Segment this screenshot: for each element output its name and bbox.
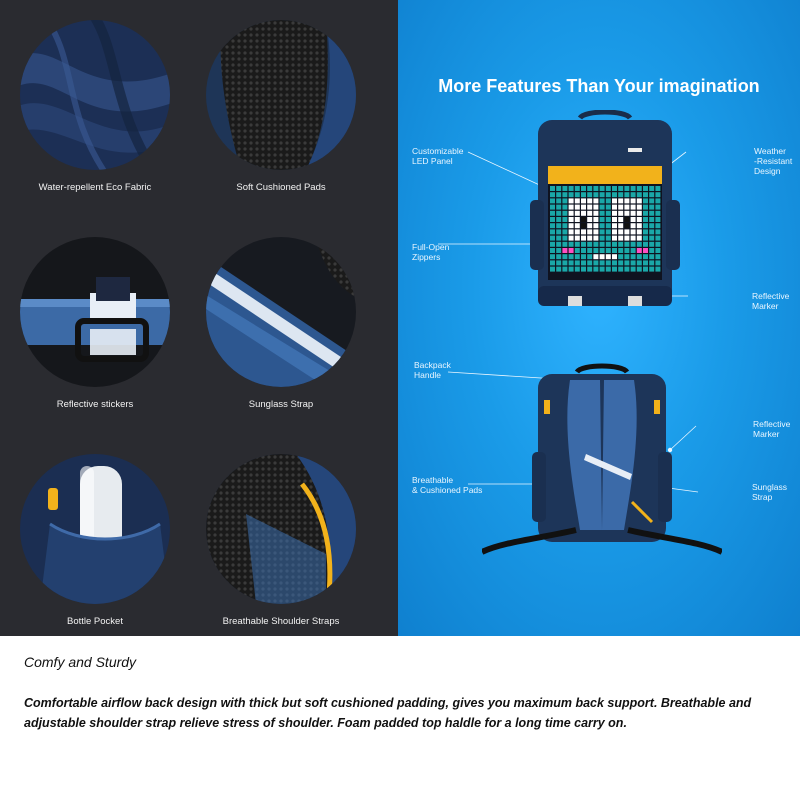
- led-pixel: [600, 229, 605, 234]
- led-pixel: [581, 198, 586, 203]
- led-pixel: [618, 229, 623, 234]
- led-pixel: [618, 211, 623, 216]
- led-pixel: [655, 198, 660, 203]
- feature-caption: Reflective stickers: [56, 399, 134, 410]
- led-pixel: [587, 217, 592, 222]
- led-pixel: [562, 242, 567, 247]
- feature-shoulder-straps: [186, 442, 376, 654]
- led-pixel: [643, 192, 648, 197]
- led-pixel: [550, 186, 555, 191]
- led-pixel: [643, 242, 648, 247]
- feature-caption: Bottle Pocket: [67, 616, 123, 627]
- led-pixel: [575, 248, 580, 253]
- led-pixel: [562, 229, 567, 234]
- led-pixel: [575, 186, 580, 191]
- led-pixel: [575, 260, 580, 265]
- led-pixel: [581, 223, 586, 228]
- led-pixel: [587, 186, 592, 191]
- led-pixel: [587, 223, 592, 228]
- callout-full-open-zippers: Full-Open Zippers: [412, 242, 450, 262]
- led-pixel: [587, 205, 592, 210]
- led-pixel: [649, 217, 654, 222]
- fabric-closeup-icon: [20, 20, 170, 170]
- led-pixel: [655, 186, 660, 191]
- led-pixel: [643, 211, 648, 216]
- led-pixel: [587, 242, 592, 247]
- feature-caption: Soft Cushioned Pads: [236, 182, 326, 193]
- led-pixel: [606, 267, 611, 272]
- led-pixel: [600, 236, 605, 241]
- led-pixel: [606, 229, 611, 234]
- led-pixel: [562, 192, 567, 197]
- led-pixel: [618, 260, 623, 265]
- led-pixel: [575, 254, 580, 259]
- callout-weather-resistant: Weather -Resistant Design: [754, 146, 793, 176]
- led-pixel: [612, 217, 617, 222]
- callout-backpack-handle: Backpack Handle: [414, 360, 451, 380]
- led-pixel: [606, 205, 611, 210]
- feature-caption: Sunglass Strap: [248, 399, 314, 410]
- led-pixel: [631, 236, 636, 241]
- led-pixel: [550, 242, 555, 247]
- led-pixel: [624, 242, 629, 247]
- led-pixel: [569, 242, 574, 247]
- led-pixel: [581, 254, 586, 259]
- led-pixel: [624, 186, 629, 191]
- led-pixel: [643, 236, 648, 241]
- led-pixel: [643, 217, 648, 222]
- led-pixel: [618, 192, 623, 197]
- reflective-strap-closeup-icon: [206, 237, 356, 387]
- led-pixel: [581, 242, 586, 247]
- feature-caption: Water-repellent Eco Fabric: [38, 182, 152, 193]
- led-pixel: [612, 205, 617, 210]
- led-pixel: [593, 236, 598, 241]
- led-pixel: [631, 260, 636, 265]
- section-subtitle: Comfy and Sturdy: [24, 654, 137, 670]
- led-pixel: [556, 186, 561, 191]
- led-pixel: [556, 198, 561, 203]
- feature-sunglass-strap: [186, 225, 376, 437]
- led-pixel: [631, 192, 636, 197]
- led-pixel: [593, 223, 598, 228]
- led-pixel: [593, 260, 598, 265]
- led-pixel: [562, 198, 567, 203]
- led-pixel: [581, 211, 586, 216]
- led-pixel: [631, 254, 636, 259]
- led-pixel: [587, 254, 592, 259]
- feature-reflective-stickers: [0, 225, 190, 437]
- led-pixel: [556, 242, 561, 247]
- diagram-headline: More Features Than Your imagination: [438, 76, 760, 96]
- led-pixel: [643, 229, 648, 234]
- led-pixel: [637, 198, 642, 203]
- led-pixel: [593, 254, 598, 259]
- led-pixel: [618, 198, 623, 203]
- led-pixel: [587, 192, 592, 197]
- led-pixel: [649, 223, 654, 228]
- led-pixel: [631, 229, 636, 234]
- led-pixel: [624, 267, 629, 272]
- led-pixel: [593, 229, 598, 234]
- led-pixel: [631, 205, 636, 210]
- led-pixel: [600, 217, 605, 222]
- led-pixel: [550, 260, 555, 265]
- led-pixel: [612, 260, 617, 265]
- led-pixel: [612, 242, 617, 247]
- led-pixel: [655, 192, 660, 197]
- led-pixel: [637, 242, 642, 247]
- led-pixel: [575, 223, 580, 228]
- led-pixel: [637, 229, 642, 234]
- led-pixel: [637, 248, 642, 253]
- led-pixel: [612, 211, 617, 216]
- led-pixel: [618, 236, 623, 241]
- led-pixel: [649, 186, 654, 191]
- led-pixel: [562, 267, 567, 272]
- led-pixel: [637, 236, 642, 241]
- led-pixel: [581, 205, 586, 210]
- led-pixel: [655, 254, 660, 259]
- led-pixel: [606, 248, 611, 253]
- led-pixel: [600, 205, 605, 210]
- led-pixel: [606, 260, 611, 265]
- led-pixel: [575, 211, 580, 216]
- led-pixel: [612, 229, 617, 234]
- led-pixel: [550, 198, 555, 203]
- led-pixel: [575, 229, 580, 234]
- led-pixel: [600, 267, 605, 272]
- led-pixel: [606, 223, 611, 228]
- led-pixel: [562, 186, 567, 191]
- led-pixel: [643, 205, 648, 210]
- led-pixel: [575, 236, 580, 241]
- led-pixel: [624, 229, 629, 234]
- led-pixel: [637, 192, 642, 197]
- led-pixel: [631, 198, 636, 203]
- led-pixel: [562, 223, 567, 228]
- led-pixel: [624, 205, 629, 210]
- led-pixel: [562, 260, 567, 265]
- feature-closeups-panel: [0, 0, 398, 636]
- shoulder-strap-closeup-icon: [206, 454, 356, 604]
- led-pixel: [612, 254, 617, 259]
- led-pixel: [556, 248, 561, 253]
- led-pixel: [593, 205, 598, 210]
- led-pixel: [655, 217, 660, 222]
- led-pixel: [606, 186, 611, 191]
- led-pixel: [649, 192, 654, 197]
- led-pixel: [556, 260, 561, 265]
- led-pixel: [606, 217, 611, 222]
- led-pixel: [593, 267, 598, 272]
- led-pixel: [600, 242, 605, 247]
- led-pixel: [600, 198, 605, 203]
- led-pixel: [649, 267, 654, 272]
- led-pixel: [556, 267, 561, 272]
- led-pixel: [569, 254, 574, 259]
- feature-pads: [186, 8, 376, 220]
- led-pixel: [655, 242, 660, 247]
- callout-reflective-marker-back: Reflective Marker: [753, 419, 791, 439]
- led-pixel: [649, 260, 654, 265]
- led-pixel: [581, 192, 586, 197]
- led-pixel: [618, 186, 623, 191]
- led-pixel: [593, 242, 598, 247]
- led-pixel: [643, 267, 648, 272]
- led-pixel: [606, 236, 611, 241]
- led-pixel: [606, 242, 611, 247]
- led-pixel: [612, 248, 617, 253]
- led-pixel: [649, 229, 654, 234]
- led-pixel: [637, 217, 642, 222]
- led-pixel: [550, 267, 555, 272]
- led-pixel: [575, 198, 580, 203]
- led-pixel: [643, 198, 648, 203]
- led-pixel: [569, 229, 574, 234]
- feature-bottle-pocket: [0, 442, 190, 654]
- led-pixel: [618, 267, 623, 272]
- led-pixel: [655, 205, 660, 210]
- led-pixel: [637, 260, 642, 265]
- led-pixel: [612, 186, 617, 191]
- led-pixel: [649, 248, 654, 253]
- led-pixel: [612, 236, 617, 241]
- reflective-buckle-closeup-icon: [20, 237, 170, 387]
- led-pixel: [562, 217, 567, 222]
- led-pixel: [587, 236, 592, 241]
- led-pixel: [631, 248, 636, 253]
- led-pixel: [631, 242, 636, 247]
- led-pixel: [618, 248, 623, 253]
- bottle-pocket-closeup-icon: [20, 454, 170, 604]
- led-pixel: [562, 205, 567, 210]
- callout-led-panel: Customizable LED Panel: [412, 146, 464, 166]
- led-pixel: [575, 267, 580, 272]
- led-pixel: [556, 254, 561, 259]
- led-pixel: [649, 211, 654, 216]
- led-pixel: [606, 198, 611, 203]
- led-pixel: [631, 211, 636, 216]
- led-pixel: [550, 229, 555, 234]
- led-pixel: [581, 236, 586, 241]
- led-pixel: [643, 248, 648, 253]
- led-pixel: [612, 267, 617, 272]
- led-pixel: [581, 267, 586, 272]
- led-pixel: [624, 236, 629, 241]
- led-pixel: [575, 242, 580, 247]
- led-pixel: [624, 223, 629, 228]
- led-pixel: [550, 236, 555, 241]
- mesh-pad-closeup-icon: [206, 20, 356, 170]
- led-pixel: [556, 192, 561, 197]
- led-pixel: [569, 260, 574, 265]
- feature-diagram-panel: [398, 0, 800, 636]
- led-pixel: [649, 198, 654, 203]
- led-pixel: [649, 205, 654, 210]
- led-pixel: [624, 248, 629, 253]
- led-pixel: [637, 223, 642, 228]
- led-pixel: [643, 254, 648, 259]
- section-description: Comfortable airflow back design with thick but soft cushioned padding, gives you maximum back support. Breathable and adjustable shoulder strap relieve stress of shoulder. Foam padded top haldle for a long time carry on.: [24, 696, 752, 730]
- led-pixel: [624, 211, 629, 216]
- led-pixel: [637, 211, 642, 216]
- led-pixel: [587, 229, 592, 234]
- led-pixel: [606, 211, 611, 216]
- led-pixel: [569, 192, 574, 197]
- led-pixel: [569, 267, 574, 272]
- led-pixel: [581, 260, 586, 265]
- led-pixel: [550, 211, 555, 216]
- led-pixel: [562, 248, 567, 253]
- led-pixel: [643, 223, 648, 228]
- led-pixel: [600, 186, 605, 191]
- callout-reflective-marker-front: Reflective Marker: [752, 291, 790, 311]
- led-pixel: [569, 186, 574, 191]
- led-pixel: [556, 211, 561, 216]
- led-pixel: [600, 211, 605, 216]
- led-pixel: [649, 242, 654, 247]
- led-pixel: [587, 211, 592, 216]
- led-pixel: [643, 260, 648, 265]
- led-pixel: [587, 198, 592, 203]
- led-pixel: [550, 254, 555, 259]
- led-pixel: [631, 267, 636, 272]
- led-pixel: [624, 217, 629, 222]
- led-pixel: [569, 236, 574, 241]
- led-pixel: [606, 254, 611, 259]
- led-pixel: [655, 260, 660, 265]
- led-pixel: [556, 229, 561, 234]
- led-pixel: [581, 248, 586, 253]
- led-pixel: [655, 223, 660, 228]
- led-pixel: [600, 254, 605, 259]
- led-pixel: [649, 254, 654, 259]
- led-pixel: [618, 242, 623, 247]
- led-pixel: [587, 248, 592, 253]
- led-pixel: [593, 217, 598, 222]
- led-pixel: [600, 260, 605, 265]
- led-pixel: [575, 217, 580, 222]
- feature-caption: Breathable Shoulder Straps: [222, 616, 340, 627]
- led-pixel: [569, 248, 574, 253]
- led-pixel: [612, 198, 617, 203]
- led-pixel: [593, 211, 598, 216]
- led-pixel: [569, 211, 574, 216]
- led-pixel: [562, 254, 567, 259]
- led-pixel: [618, 254, 623, 259]
- led-pixel: [655, 248, 660, 253]
- led-pixel: [587, 267, 592, 272]
- led-pixel: [587, 260, 592, 265]
- led-pixel: [569, 217, 574, 222]
- led-pixel: [618, 223, 623, 228]
- led-pixel: [569, 205, 574, 210]
- led-pixel: [637, 186, 642, 191]
- led-pixel: [550, 205, 555, 210]
- led-pixel: [606, 192, 611, 197]
- led-pixel: [581, 186, 586, 191]
- led-pixel: [655, 267, 660, 272]
- led-pixel: [637, 205, 642, 210]
- led-pixel: [556, 217, 561, 222]
- led-pixel: [562, 236, 567, 241]
- led-pixel: [618, 217, 623, 222]
- led-pixel: [655, 236, 660, 241]
- led-pixel: [593, 186, 598, 191]
- led-pixel: [612, 223, 617, 228]
- callout-breathable-pads: Breathable & Cushioned Pads: [412, 475, 483, 495]
- led-pixel: [569, 223, 574, 228]
- callout-sunglass-strap: Sunglass Strap: [752, 482, 787, 502]
- led-pixel: [618, 205, 623, 210]
- led-pixel: [575, 192, 580, 197]
- led-pixel: [624, 192, 629, 197]
- led-pixel: [637, 267, 642, 272]
- led-pixel: [593, 248, 598, 253]
- led-pixel: [593, 198, 598, 203]
- led-pixel: [569, 198, 574, 203]
- led-pixel: [649, 236, 654, 241]
- led-pixel: [631, 186, 636, 191]
- feature-fabric: [0, 8, 190, 220]
- led-pixel: [600, 248, 605, 253]
- led-pixel: [581, 229, 586, 234]
- led-pixel: [637, 254, 642, 259]
- led-pixel: [643, 186, 648, 191]
- led-pixel: [593, 192, 598, 197]
- led-pixel: [550, 223, 555, 228]
- led-pixel: [581, 217, 586, 222]
- led-pixel: [612, 192, 617, 197]
- led-pixel: [550, 217, 555, 222]
- led-pixel: [550, 248, 555, 253]
- led-pixel: [631, 223, 636, 228]
- led-pixel: [655, 229, 660, 234]
- led-pixel: [600, 223, 605, 228]
- led-pixel: [631, 217, 636, 222]
- backpack-front-icon: [530, 110, 680, 310]
- led-pixel: [575, 205, 580, 210]
- led-pixel: [556, 223, 561, 228]
- led-pixel: [556, 236, 561, 241]
- led-pixel: [624, 198, 629, 203]
- backpack-back-icon: [482, 362, 722, 562]
- led-pixel: [562, 211, 567, 216]
- led-pixel: [624, 260, 629, 265]
- led-pixel: [624, 254, 629, 259]
- led-pixel: [600, 192, 605, 197]
- led-pixel: [556, 205, 561, 210]
- led-pixel: [550, 192, 555, 197]
- led-pixel: [655, 211, 660, 216]
